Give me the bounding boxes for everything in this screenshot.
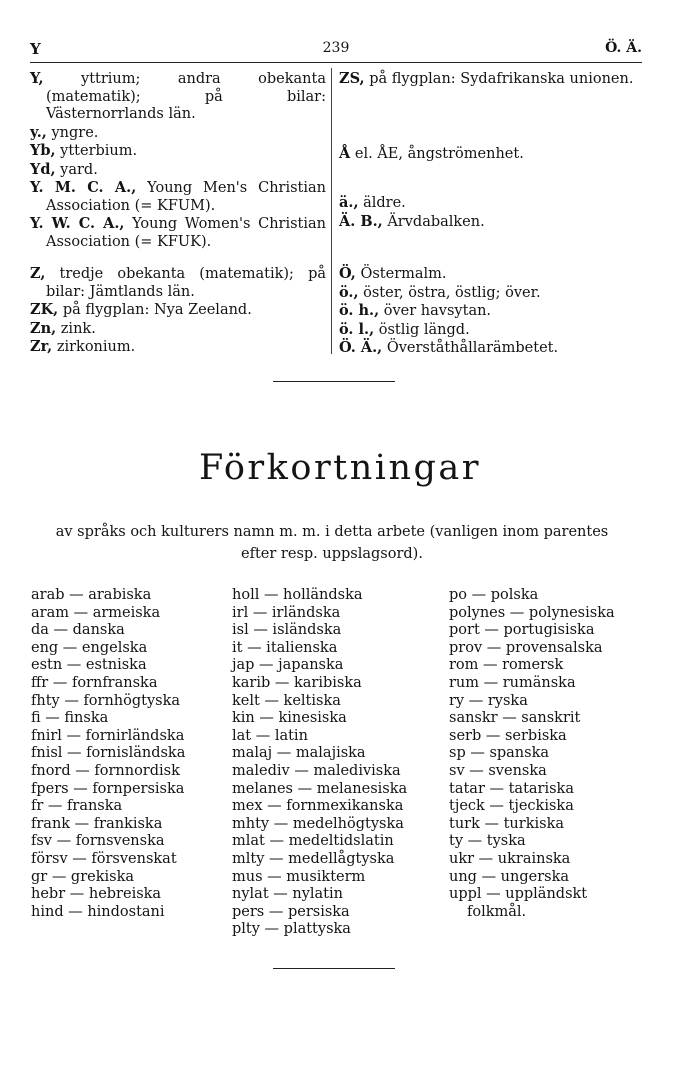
abbreviation-item: malaj — malajiska: [232, 745, 366, 762]
abbreviation-item: fnirl — fornirländska: [31, 727, 185, 744]
abbreviation-item: malediv — malediviska: [232, 762, 401, 779]
entry-definition: ytterbium.: [60, 143, 138, 159]
entry-term: Ä. B.,: [339, 212, 383, 230]
abbreviation-item: po — polska: [449, 587, 539, 603]
abbreviation-item: arab — arabiska: [31, 587, 152, 603]
entry-definition: öster, östra, östlig; över.: [363, 284, 541, 301]
abbreviation-item: ffr — fornfranska: [31, 674, 158, 691]
abbreviation-item: lat — latin: [232, 727, 308, 744]
abbreviation-item: fnisl — fornisländska: [31, 745, 186, 762]
abbreviation-item: hebr — hebreiska: [31, 886, 162, 903]
entry-definition: Young Men's Christian Association (= KFUM).: [46, 180, 327, 214]
header-left-letter: Y: [30, 40, 41, 58]
abbreviation-item: nylat — nylatin: [232, 886, 343, 903]
entry-term: Zr,: [30, 338, 53, 355]
abbreviation-item: aram — armeiska: [31, 604, 161, 621]
abbreviation-item: da — danska: [31, 622, 125, 639]
entry-term: Z,: [30, 265, 46, 282]
abbreviation-item: irl — irländska: [232, 604, 341, 621]
entry-term: Y,: [30, 70, 44, 87]
abbreviation-item: isl — isländska: [232, 622, 342, 639]
dictionary-entry: [30, 124, 326, 143]
abbreviation-item: gr — grekiska: [31, 868, 135, 885]
entry-term: Y. W. C. A.,: [30, 215, 125, 232]
entry-definition: zirkonium.: [56, 339, 136, 355]
abbreviation-item: mus — musikterm: [232, 868, 366, 885]
entry-term: ö.,: [339, 283, 359, 301]
abbreviation-item: försv — försvenskat: [31, 850, 177, 867]
dictionary-entry: [30, 215, 326, 251]
entry-definition: zink.: [60, 320, 96, 337]
entry-definition: Ärvdabalken.: [387, 213, 485, 230]
entry-definition: tredje obekanta (matematik); på bilar: Jämtlands län.: [46, 266, 326, 300]
dictionary-entry: [339, 145, 639, 164]
abbreviation-item: ukr — ukrainska: [449, 850, 571, 867]
abbreviation-item: estn — estniska: [31, 657, 147, 674]
entry-term: ZK,: [30, 301, 59, 318]
entry-term: Yd,: [30, 160, 56, 178]
abbreviation-item: mex — fornmexikanska: [232, 798, 404, 815]
entry-group-aa: [339, 145, 639, 164]
abbreviation-item: sp — spanska: [449, 745, 550, 762]
entry-definition: yttrium; andra obekanta (matematik); på bilar: Västernorrlands län.: [46, 71, 326, 122]
section-rule-top: [273, 381, 395, 382]
abbreviation-item: kelt — keltiska: [232, 692, 341, 709]
abbreviation-item: holl — holländska: [232, 587, 363, 603]
abbreviation-item: karib — karibiska: [232, 674, 362, 691]
abbreviation-item: jap — japanska: [232, 657, 344, 674]
abbreviation-item: fr — franska: [31, 798, 123, 815]
abbreviation-column-3: [449, 587, 615, 921]
dictionary-entry: [339, 284, 639, 303]
header-right-letters: Ö. Ä.: [605, 40, 642, 56]
entry-term: Y. M. C. A.,: [30, 179, 137, 196]
abbreviation-column-2: [232, 587, 407, 939]
dictionary-entry: [30, 338, 326, 357]
entry-term: ZS,: [339, 70, 365, 87]
abbreviation-item: fnord — fornnordisk: [31, 762, 180, 779]
dictionary-entry: [339, 194, 639, 213]
abbreviation-item: mlat — medeltidslatin: [232, 833, 394, 850]
abbreviation-item: sv — svenska: [449, 762, 547, 779]
abbreviation-item: eng — engelska: [31, 639, 148, 656]
entry-group-z: [30, 265, 326, 357]
dictionary-entry: [30, 161, 326, 180]
abbreviation-item: serb — serbiska: [449, 727, 567, 744]
abbreviation-item: ry — ryska: [449, 692, 528, 709]
abbreviation-item: ty — tyska: [449, 833, 526, 850]
section-subtitle: av språks och kulturers namn m. m. i detta arbete (vanligen inom parentes efter resp. uppslagsord).: [55, 524, 609, 562]
abbreviation-item: frank — frankiska: [31, 815, 163, 832]
entry-term: Yb,: [30, 142, 56, 159]
entry-definition: yngre.: [51, 124, 99, 141]
entry-group-oe: [339, 265, 639, 358]
dictionary-entry: [339, 265, 639, 284]
abbreviation-item: port — portugisiska: [449, 622, 595, 639]
dictionary-entry: [30, 70, 326, 124]
abbreviation-column-1: [31, 587, 185, 921]
abbreviation-item: fpers — fornpersiska: [31, 780, 185, 797]
entry-definition: över havsytan.: [383, 303, 492, 319]
abbreviation-item: hind — hindostani: [31, 903, 165, 920]
entry-definition: Young Women's Christian Association (= KFUK).: [46, 216, 326, 250]
abbreviation-item: mlty — medellågtyska: [232, 850, 395, 867]
page-number: 239: [322, 40, 350, 56]
abbreviation-item: turk — turkiska: [449, 815, 564, 832]
entry-definition: äldre.: [363, 195, 406, 211]
abbreviation-item: prov — provensalska: [449, 639, 603, 656]
abbreviation-item: fi — finska: [31, 710, 109, 727]
abbreviation-item: kin — kinesiska: [232, 710, 347, 727]
entry-term: Ö,: [339, 265, 356, 282]
dictionary-entry: [30, 179, 326, 215]
entry-term: Zn,: [30, 319, 57, 337]
entry-group-y: [30, 70, 326, 251]
entry-definition: yard.: [60, 161, 98, 178]
entry-definition: på flygplan: Nya Zeeland.: [62, 302, 252, 318]
entry-term: y.,: [30, 123, 47, 141]
entry-definition: el. ÅE, ångströmenhet.: [354, 146, 524, 162]
abbreviation-item: sanskr — sanskrit: [449, 710, 581, 727]
abbreviation-item: pers — persiska: [232, 903, 350, 920]
abbreviation-item: fsv — fornsvenska: [31, 833, 165, 850]
dictionary-entry: [30, 142, 326, 161]
abbreviation-item: uppl — uppländskt: [449, 886, 588, 903]
dictionary-entry: [339, 302, 639, 321]
section-rule-bottom: [273, 968, 395, 969]
dictionary-entry: [30, 320, 326, 339]
entry-term: Ö. Ä.,: [339, 339, 383, 356]
abbreviation-item: polynes — polynesiska: [449, 604, 615, 621]
dictionary-entry: [30, 301, 326, 320]
entry-term: ö. h.,: [339, 302, 380, 319]
dictionary-entry: [339, 213, 639, 232]
abbreviation-item: folkmål.: [467, 903, 527, 920]
dictionary-entry: [339, 70, 639, 89]
entry-definition: Överståthållarämbetet.: [386, 340, 559, 356]
entry-term: Å: [339, 145, 351, 162]
section-title: Förkortningar: [198, 448, 482, 488]
abbreviation-item: rom — romersk: [449, 657, 564, 674]
running-header: [30, 40, 642, 64]
entry-definition: Östermalm.: [360, 266, 447, 282]
entry-term: ö. l.,: [339, 320, 375, 338]
entry-definition: på flygplan: Sydafrikanska unionen.: [369, 71, 634, 87]
abbreviation-item: ung — ungerska: [449, 868, 570, 885]
abbreviation-item: mhty — medelhögtyska: [232, 815, 404, 832]
dictionary-entry: [339, 321, 639, 340]
header-rule: [30, 62, 642, 63]
abbreviation-item: it — italienska: [232, 639, 338, 656]
dictionary-entry: [30, 265, 326, 301]
abbreviation-item: tjeck — tjeckiska: [449, 798, 574, 815]
dictionary-entry: [339, 339, 639, 358]
entry-group-ae: [339, 194, 639, 231]
abbreviation-item: plty — plattyska: [232, 921, 351, 938]
abbreviation-item: fhty — fornhögtyska: [31, 692, 181, 709]
entry-group-zs: [339, 70, 639, 89]
entry-term: ä.,: [339, 194, 359, 211]
column-divider: [331, 68, 332, 354]
entry-definition: östlig längd.: [378, 321, 470, 338]
abbreviation-item: tatar — tatariska: [449, 780, 574, 797]
abbreviation-item: rum — rumänska: [449, 674, 576, 691]
abbreviation-item: melanes — melanesiska: [232, 780, 408, 797]
